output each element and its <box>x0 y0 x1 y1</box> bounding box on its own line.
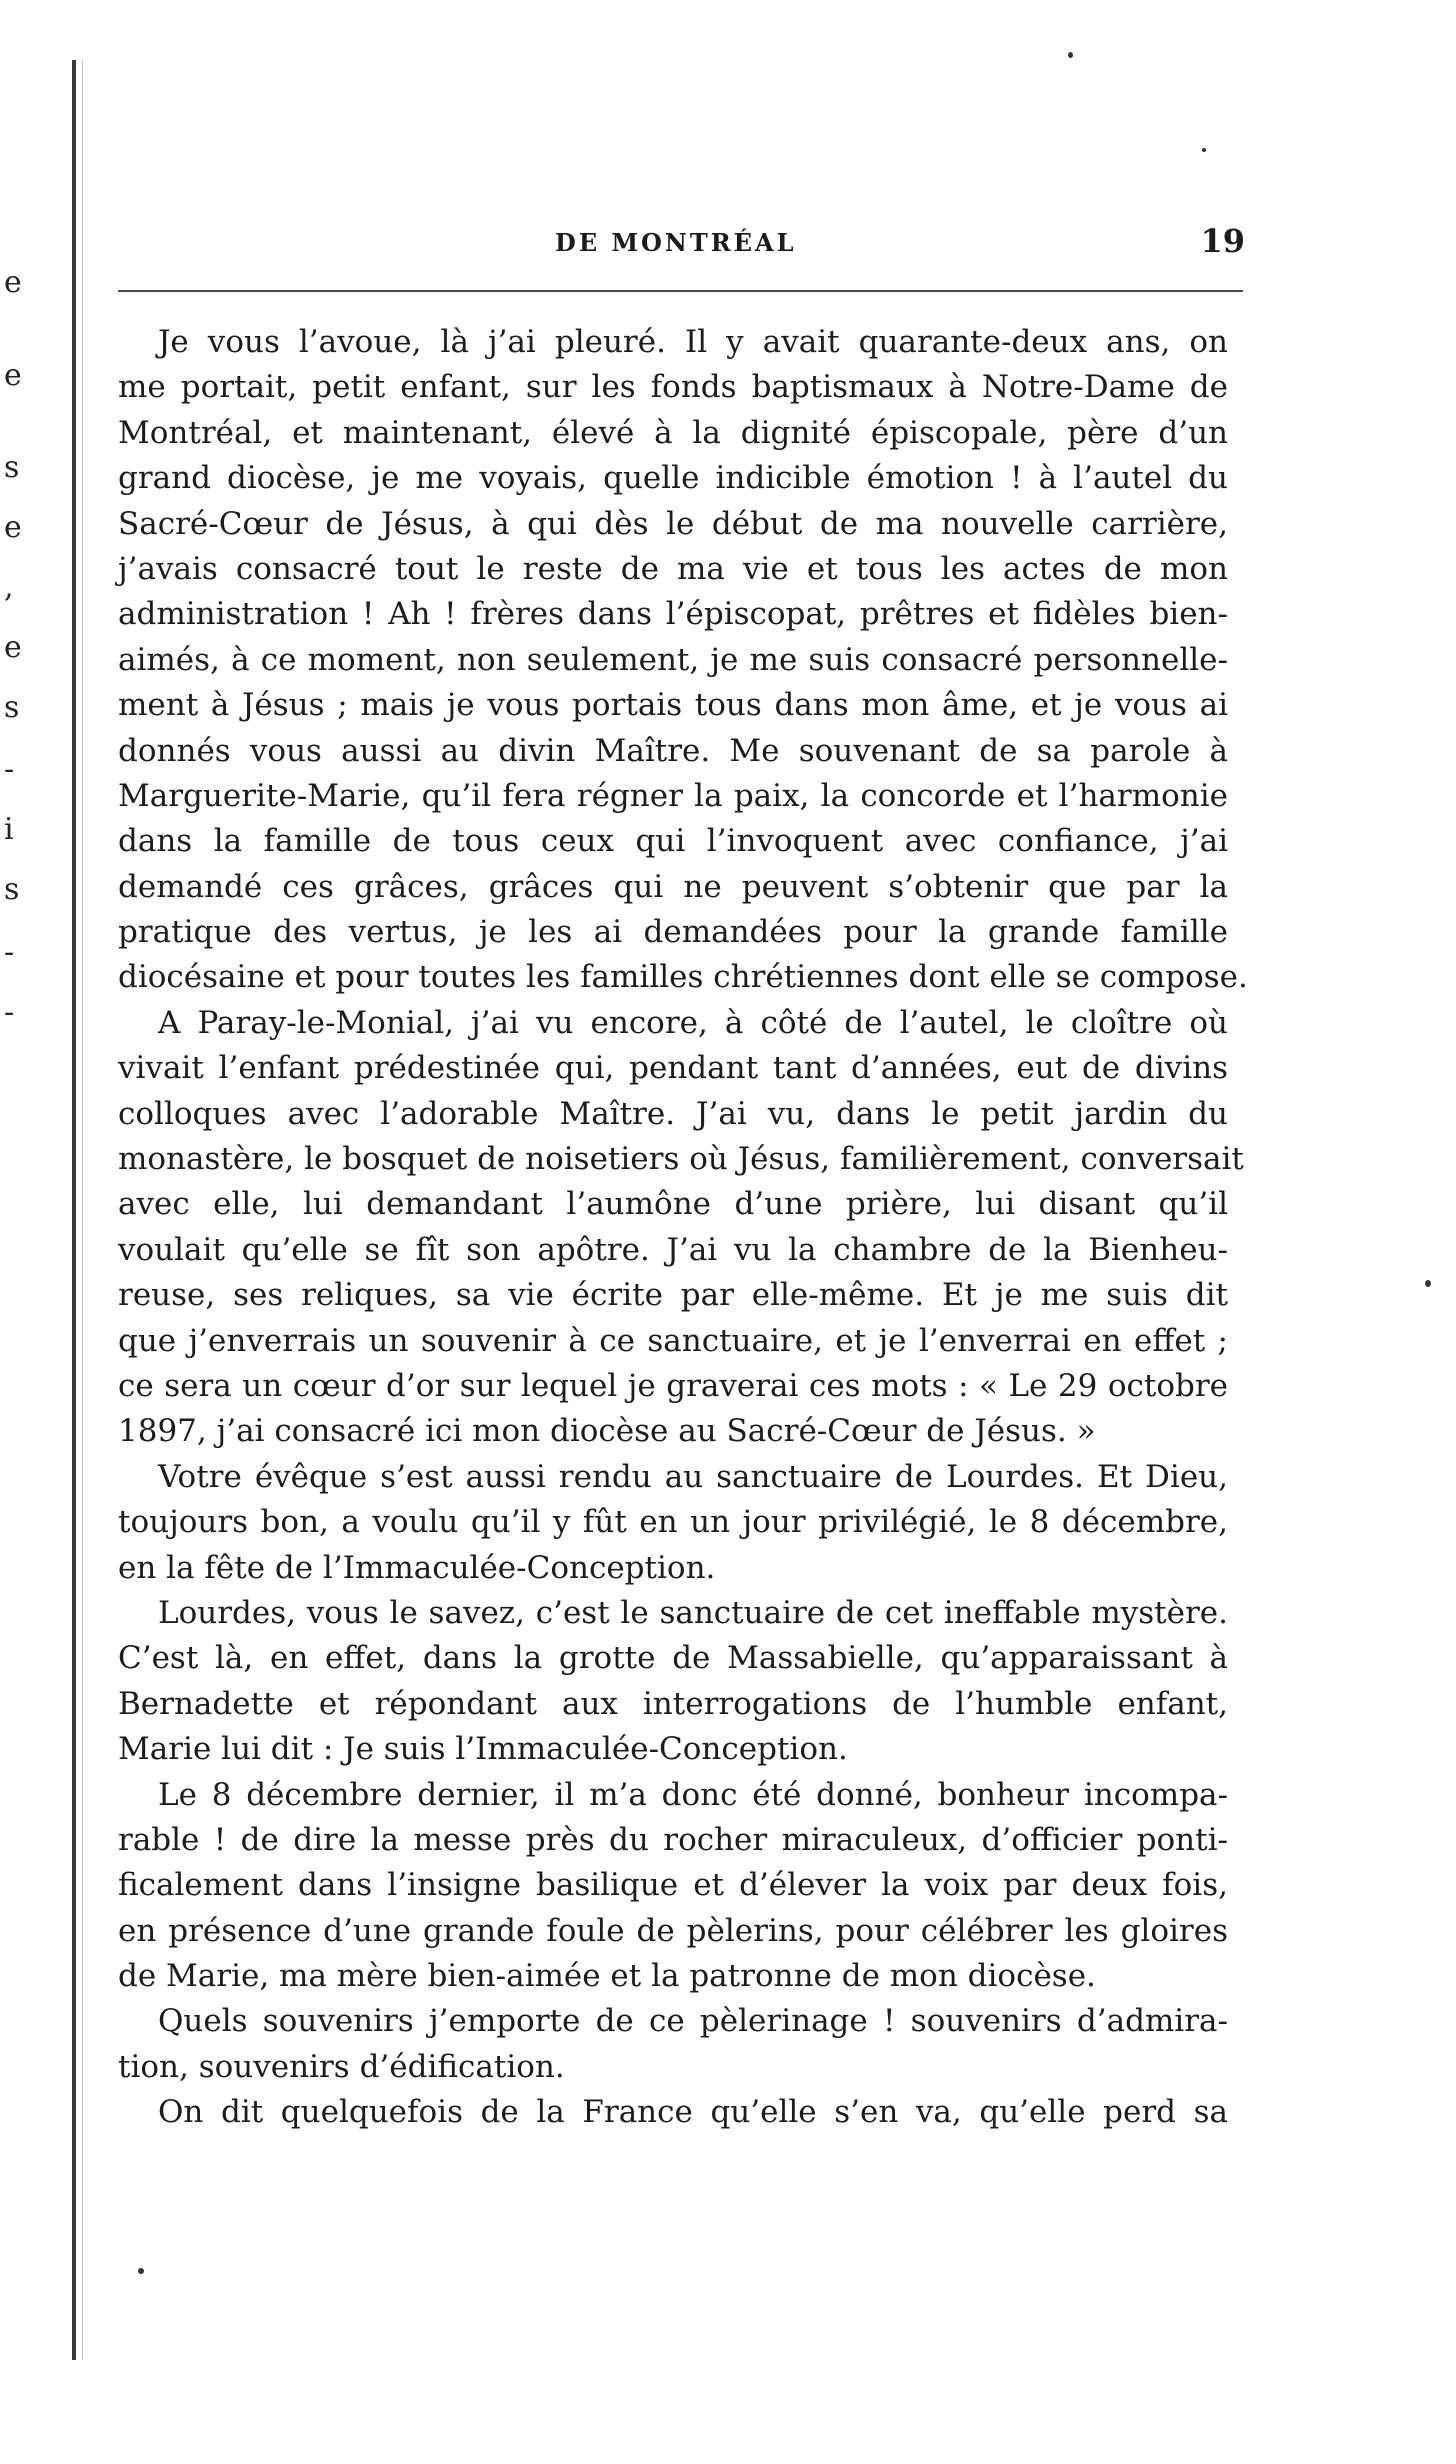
text-line: diocésaine et pour toutes les familles chrétiennes dont elle se compose. <box>118 959 1248 996</box>
facing-page-fragment: - <box>4 995 15 1030</box>
facing-page-fragment: s <box>4 690 20 725</box>
facing-page-fragment: - <box>4 752 15 787</box>
text-line: colloques avec l’adorable Maître. J’ai vu, dans le petit jardin du <box>118 1095 1228 1132</box>
facing-page-fragment: e <box>4 265 22 300</box>
text-line: j’avais consacré tout le reste de ma vie et tous les actes de mon <box>118 550 1228 587</box>
text-line: ce sera un cœur d’or sur lequel je graverai ces mots : « Le 29 octobre <box>118 1367 1228 1404</box>
text-line: 1897, j’ai consacré ici mon diocèse au Sacré-Cœur de Jésus. » <box>118 1413 1096 1450</box>
facing-page-fragment: s <box>4 450 20 485</box>
text-line: Marguerite-Marie, qu’il fera régner la paix, la concorde et l’harmonie <box>118 777 1228 814</box>
text-line: ficalement dans l’insigne basilique et d’élever la voix par deux fois, <box>118 1867 1228 1904</box>
ink-speck <box>1068 52 1073 58</box>
page-header <box>115 222 1245 262</box>
text-line: C’est là, en effet, dans la grotte de Massabielle, qu’apparaissant à <box>118 1640 1228 1677</box>
text-line: Marie lui dit : Je suis l’Immaculée-Conception. <box>118 1731 848 1768</box>
text-line: en présence d’une grande foule de pèlerins, pour célébrer les gloires <box>118 1912 1228 1949</box>
text-line: A Paray-le-Monial, j’ai vu encore, à côté de l’autel, le cloître où <box>158 1004 1228 1041</box>
text-line: On dit quelquefois de la France qu’elle s’en va, qu’elle perd sa <box>158 2094 1228 2131</box>
running-title: DE MONTRÉAL <box>555 228 797 257</box>
facing-page-fragment: , <box>4 570 14 605</box>
text-line: en la fête de l’Immaculée-Conception. <box>118 1549 716 1586</box>
text-line: Sacré-Cœur de Jésus, à qui dès le début de ma nouvelle carrière, <box>118 505 1228 542</box>
text-line: reuse, ses reliques, sa vie écrite par elle-même. Et je me suis dit <box>118 1277 1228 1314</box>
facing-page-fragment: s <box>4 872 20 907</box>
text-line: Quels souvenirs j’emporte de ce pèlerinage ! souvenirs d’admira- <box>158 2003 1228 2040</box>
page-number: 19 <box>1200 222 1245 260</box>
text-line: Je vous l’avoue, là j’ai pleuré. Il y avait quarante-deux ans, on <box>158 324 1228 360</box>
ink-speck <box>138 2268 144 2274</box>
text-line: administration ! Ah ! frères dans l’épiscopat, prêtres et fidèles bien- <box>118 596 1228 633</box>
ink-speck <box>1425 1280 1431 1287</box>
ink-speck <box>1202 148 1206 152</box>
facing-page-edge <box>0 55 62 1055</box>
text-line: ment à Jésus ; mais je vous portais tous dans mon âme, et je vous ai <box>118 687 1228 724</box>
text-line: de Marie, ma mère bien-aimée et la patronne de mon diocèse. <box>118 1958 1096 1995</box>
text-line: pratique des vertus, je les ai demandées pour la grande famille <box>118 914 1228 951</box>
text-line: Montréal, et maintenant, élevé à la dignité épiscopale, père d’un <box>118 414 1228 451</box>
facing-page-fragment: e <box>4 358 22 393</box>
facing-page-fragment: - <box>4 935 15 970</box>
text-line: toujours bon, a voulu qu’il y fût en un jour privilégié, le 8 décembre, <box>118 1504 1228 1541</box>
facing-page-fragment: e <box>4 510 22 545</box>
facing-page-fragment: e <box>4 630 22 665</box>
header-rule <box>118 290 1243 292</box>
text-line: avec elle, lui demandant l’aumône d’une prière, lui disant qu’il <box>118 1186 1228 1223</box>
text-line: aimés, à ce moment, non seulement, je me suis consacré personnelle- <box>118 641 1228 678</box>
facing-page-fragment: i <box>4 812 14 847</box>
text-line: Votre évêque s’est aussi rendu au sanctuaire de Lourdes. Et Dieu, <box>158 1458 1228 1495</box>
text-line: que j’enverrais un souvenir à ce sanctuaire, et je l’enverrai en effet ; <box>118 1322 1228 1359</box>
text-line: dans la famille de tous ceux qui l’invoquent avec confiance, j’ai <box>118 823 1228 860</box>
text-line: demandé ces grâces, grâces qui ne peuvent s’obtenir que par la <box>118 868 1228 905</box>
gutter-shadow <box>72 60 76 2360</box>
text-line: vivait l’enfant prédestinée qui, pendant tant d’années, eut de divins <box>118 1050 1228 1087</box>
text-line: me portait, petit enfant, sur les fonds baptismaux à Notre-Dame de <box>118 369 1228 406</box>
text-line: tion, souvenirs d’édification. <box>118 2048 565 2085</box>
text-line: grand diocèse, je me voyais, quelle indicible émotion ! à l’autel du <box>118 460 1228 497</box>
text-line: monastère, le bosquet de noisetiers où Jésus, familièrement, conversait <box>118 1141 1244 1178</box>
body-text <box>118 320 1248 2136</box>
gutter-edge <box>82 60 83 2360</box>
text-line: voulait qu’elle se fît son apôtre. J’ai vu la chambre de la Bienheu- <box>118 1231 1228 1268</box>
text-line: rable ! de dire la messe près du rocher miraculeux, d’officier ponti- <box>118 1821 1228 1858</box>
text-line: Bernadette et répondant aux interrogations de l’humble enfant, <box>118 1685 1228 1722</box>
text-line: Le 8 décembre dernier, il m’a donc été donné, bonheur incompa- <box>158 1776 1228 1813</box>
text-line: Lourdes, vous le savez, c’est le sanctuaire de cet ineffable mystère. <box>158 1594 1228 1631</box>
text-line: donnés vous aussi au divin Maître. Me souvenant de sa parole à <box>118 732 1228 769</box>
